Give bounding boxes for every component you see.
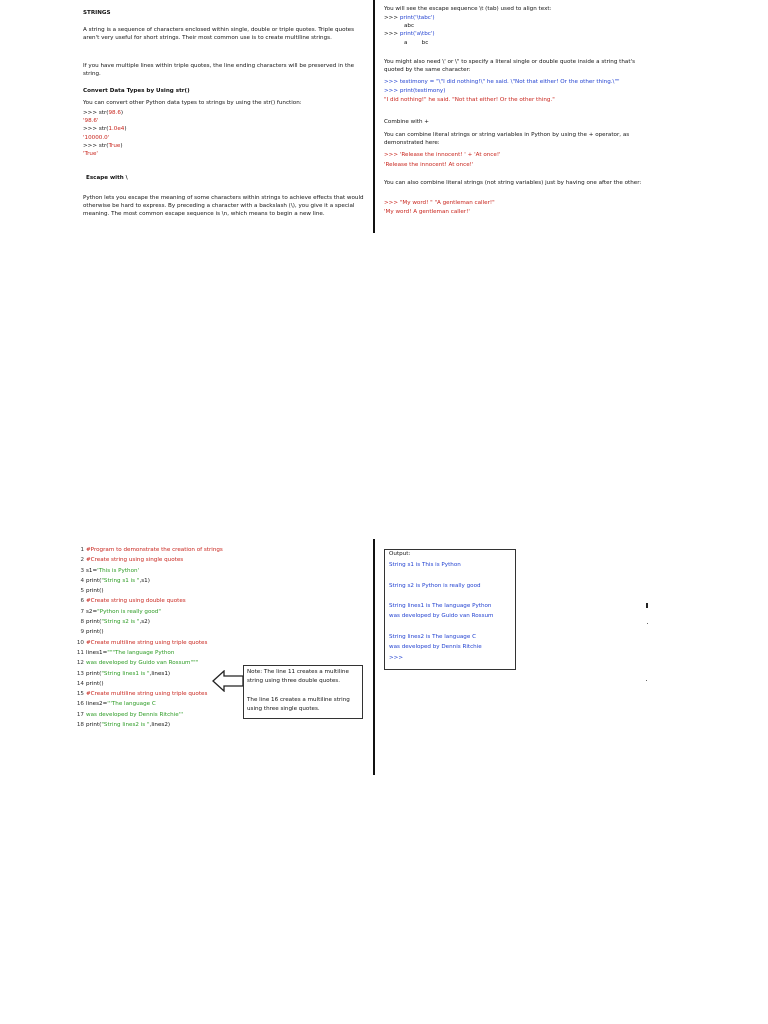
literal-input: >>> "My word! " "A gentleman caller!" xyxy=(384,200,495,206)
code-token: print( xyxy=(86,619,102,626)
function-text: str( xyxy=(98,110,109,116)
testimony-output: "I did nothing!" he said. "Not that either! Or the other thing." xyxy=(384,97,555,103)
code-token: print( xyxy=(86,670,102,677)
code-token: #Create string using double quotes xyxy=(86,598,186,605)
tab-examples xyxy=(384,14,435,47)
paren-text: ) xyxy=(124,126,127,133)
code-line xyxy=(72,658,223,668)
convert-input xyxy=(83,125,127,133)
convert-intro: You can convert other Python data types to strings by using the str() function: xyxy=(83,100,302,106)
code-line xyxy=(72,627,223,637)
convert-input xyxy=(83,109,127,117)
note-line16: The line 16 creates a multiline string using three single quotes. xyxy=(247,697,350,712)
code-text xyxy=(86,617,150,627)
code-token: #Create multiline string using triple quotes xyxy=(86,691,208,698)
line-number: 1 xyxy=(80,547,84,553)
code-token: 'This is Python' xyxy=(97,567,140,574)
argument-text: 98.6 xyxy=(108,110,121,116)
code-line xyxy=(72,720,223,730)
combine-input: >>> 'Release the innocent! ' + 'At once!' xyxy=(384,152,501,158)
convert-result xyxy=(83,150,127,158)
code-text xyxy=(86,555,183,565)
line-number: 13 xyxy=(76,670,84,677)
note-box xyxy=(243,665,363,719)
code-line xyxy=(72,669,223,679)
output-line-lines1a: String lines1 is The language Python xyxy=(389,603,492,609)
line-number: 18 xyxy=(76,722,84,729)
note-line11: Note: The line 11 creates a multiline string using three double quotes. xyxy=(247,669,349,684)
line-number: 16 xyxy=(76,701,84,708)
code-token: '''The language C xyxy=(107,701,156,708)
function-text: str( xyxy=(98,142,109,149)
line-number: 2 xyxy=(80,557,84,564)
combine-intro: You can combine literal strings or string variables in Python by using the + operator, as demonstrated here: xyxy=(384,132,630,147)
code-line xyxy=(72,679,223,689)
code-line xyxy=(72,617,223,627)
line-number: 15 xyxy=(76,691,84,698)
code-line xyxy=(72,576,223,586)
line-number: 9 xyxy=(80,629,84,636)
argument-text: 1.0e4 xyxy=(108,126,125,133)
combine-heading: Combine with + xyxy=(384,119,429,125)
convert-result-text: '98.6' xyxy=(83,118,99,125)
tab-input xyxy=(384,14,435,22)
section-title: STRINGS xyxy=(83,10,111,16)
line-number: 4 xyxy=(80,577,84,584)
convert-heading: Convert Data Types by Using str() xyxy=(83,88,190,94)
code-token: print() xyxy=(86,588,104,595)
code-line xyxy=(72,699,223,709)
code-text xyxy=(86,627,104,637)
code-token: """The language Python xyxy=(107,649,175,656)
code-text xyxy=(86,586,104,596)
code-text xyxy=(86,638,207,648)
literal-output: 'My word! A gentleman caller!' xyxy=(384,209,470,215)
line-number: 3 xyxy=(80,567,84,574)
prompt-text: >>> xyxy=(83,142,99,149)
code-token: #Create multiline string using triple quotes xyxy=(86,639,208,646)
column-divider-top xyxy=(373,0,375,233)
code-token: #Program to demonstrate the creation of strings xyxy=(86,547,223,553)
line-number: 6 xyxy=(80,598,84,605)
prompt-text: >>> xyxy=(384,31,400,38)
scan-mark xyxy=(647,623,648,624)
tab-output-text: abc xyxy=(404,23,415,30)
code-token: print() xyxy=(86,629,104,636)
prompt-text: >>> xyxy=(83,126,99,133)
scan-mark xyxy=(646,680,647,681)
left-arrow-icon xyxy=(212,670,244,692)
escape-heading: Escape with \ xyxy=(86,175,128,181)
line-number: 12 xyxy=(76,660,84,667)
output-line-lines1b: was developed by Guido van Rossum xyxy=(389,613,494,619)
code-token: "Python is really good" xyxy=(97,608,161,615)
code-text xyxy=(86,658,198,668)
code-token: lines1= xyxy=(86,649,108,656)
print-testimony: >>> print(testimony) xyxy=(384,88,446,94)
code-token: ,s1) xyxy=(139,577,150,584)
code-token: #Create string using single quotes xyxy=(86,557,184,564)
code-line xyxy=(72,586,223,596)
code-line xyxy=(72,545,223,555)
output-line-s2: String s2 is Python is really good xyxy=(389,583,481,589)
code-line xyxy=(72,689,223,699)
line-number: 17 xyxy=(76,711,84,718)
code-text xyxy=(86,648,174,658)
code-listing xyxy=(72,545,223,730)
paren-text: ) xyxy=(120,142,123,149)
quote-intro: You might also need \' or \" to specify a literal single or double quote inside a string that's quoted by the same character: xyxy=(384,59,635,74)
code-token: print( xyxy=(86,577,102,584)
code-token: "String s2 is " xyxy=(101,619,140,626)
code-line xyxy=(72,710,223,720)
output-line-lines2b: was developed by Dennis Ritchie xyxy=(389,644,482,650)
code-token: ,lines2) xyxy=(149,722,171,729)
code-token: print( xyxy=(86,722,102,729)
code-token: was developed by Dennis Ritchie''' xyxy=(86,711,184,718)
testimony-assignment: >>> testimony = "\"I did nothing!\" he said. \"Not that either! Or the other thing.\"" xyxy=(384,79,620,85)
output-line-lines2a: String lines2 is The language C xyxy=(389,634,476,640)
code-text xyxy=(86,596,186,606)
code-text xyxy=(86,669,170,679)
tab-input xyxy=(384,30,435,38)
tab-code-text: print('\tabc') xyxy=(399,15,435,21)
code-text xyxy=(86,576,150,586)
output-prompt: >>> xyxy=(389,655,404,661)
code-token: s2= xyxy=(86,608,98,615)
code-token: "String lines1 is " xyxy=(101,670,150,677)
line-number: 14 xyxy=(76,680,84,687)
code-text xyxy=(86,699,156,709)
tab-output xyxy=(384,22,435,30)
function-text: str( xyxy=(98,126,109,133)
code-token: ,s2) xyxy=(139,619,150,626)
tab-output xyxy=(384,39,435,47)
prompt-text: >>> xyxy=(83,110,99,116)
line-number: 5 xyxy=(80,588,84,595)
line-number: 10 xyxy=(76,639,84,646)
intro-paragraph: A string is a sequence of characters enclosed within single, double or triple quotes. Triple quotes aren't very useful for short strings. Their most common use is to create multiline strings. xyxy=(83,27,355,42)
code-text xyxy=(86,689,207,699)
code-token: was developed by Guido van Rossum""" xyxy=(86,660,199,667)
convert-input xyxy=(83,142,127,150)
convert-result-text: '10000.0' xyxy=(83,134,110,141)
code-line xyxy=(72,555,223,565)
code-line xyxy=(72,566,223,576)
code-token: lines2= xyxy=(86,701,108,708)
output-title: Output: xyxy=(389,551,411,557)
code-text xyxy=(86,607,161,617)
column-divider-bottom xyxy=(373,539,375,775)
code-text xyxy=(86,545,223,555)
convert-examples xyxy=(83,109,127,158)
code-token: "String lines2 is " xyxy=(101,722,150,729)
code-token: print() xyxy=(86,680,104,687)
argument-text: True xyxy=(108,142,121,149)
code-token: "String s1 is " xyxy=(101,577,140,584)
combine-example xyxy=(384,151,501,159)
code-line xyxy=(72,596,223,606)
code-line xyxy=(72,638,223,648)
convert-result xyxy=(83,134,127,142)
code-token: s1= xyxy=(86,567,98,574)
line-number: 7 xyxy=(80,608,84,615)
code-token: ,lines1) xyxy=(149,670,171,677)
code-text xyxy=(86,566,139,576)
convert-result xyxy=(83,117,127,125)
literal-intro: You can also combine literal strings (not string variables) just by having one after the other: xyxy=(384,180,642,186)
line-number: 11 xyxy=(76,649,84,656)
code-line xyxy=(72,648,223,658)
scan-mark xyxy=(646,603,648,608)
code-text xyxy=(86,710,183,720)
code-text xyxy=(86,679,104,689)
line-number: 8 xyxy=(80,619,84,626)
code-line xyxy=(72,607,223,617)
output-box xyxy=(384,549,516,670)
tab-code-text: print('a\tbc') xyxy=(399,31,435,38)
convert-result-text: 'True' xyxy=(83,151,98,158)
tab-intro: You will see the escape sequence \t (tab) used to align text: xyxy=(384,6,552,12)
prompt-text: >>> xyxy=(384,15,400,21)
combine-output: 'Release the innocent! At once!' xyxy=(384,162,474,168)
paren-text: ) xyxy=(120,110,124,116)
output-line-s1: String s1 is This is Python xyxy=(389,562,461,568)
escape-paragraph: Python lets you escape the meaning of some characters within strings to achieve effects that would otherwise be hard to express. By preceding a character with a backslash (\), you give it a special meaning. The most common escape sequence is \n, which means to begin a new line. xyxy=(83,195,364,218)
code-text xyxy=(86,720,170,730)
multiline-note: If you have multiple lines within triple quotes, the line ending characters will be preserved in the string. xyxy=(83,63,355,78)
tab-output-text: a bc xyxy=(404,39,429,46)
